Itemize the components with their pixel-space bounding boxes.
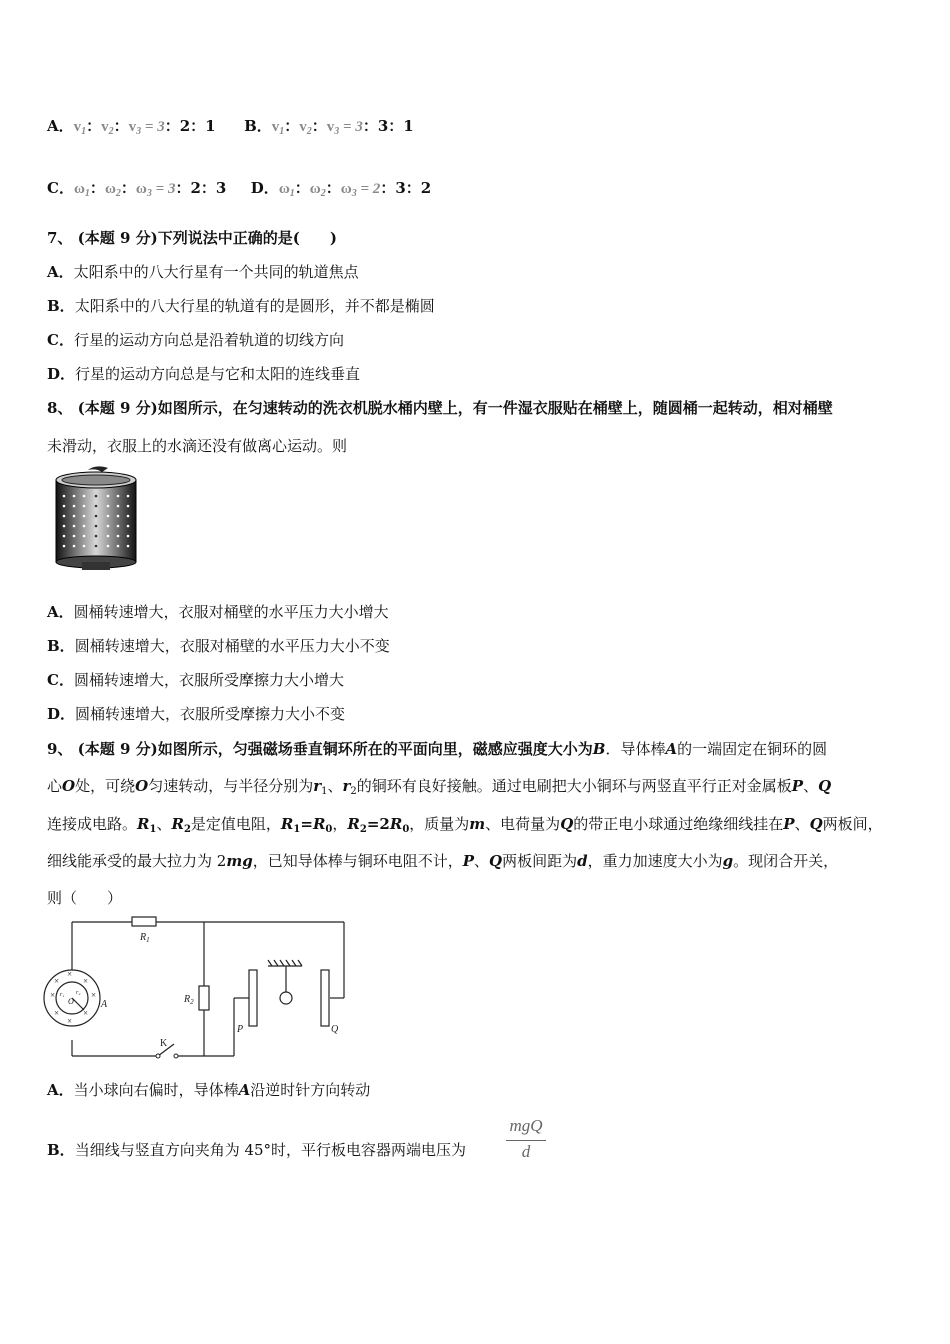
q6-option-d[interactable]	[251, 179, 431, 197]
math-sub: 1	[289, 188, 295, 199]
subscript: 1	[293, 824, 301, 835]
text: 两板间，	[822, 815, 883, 833]
option-text: 太阳系中的八大行星有一个共同的轨道焦点	[73, 263, 359, 281]
symbol: A	[665, 740, 678, 758]
math-eq: = 3	[141, 119, 165, 135]
svg-text:×: ×	[54, 1008, 60, 1018]
text: 、	[327, 777, 343, 795]
option-text: 圆桶转速增大，衣服所受摩擦力大小不变	[75, 705, 346, 723]
label-r1: r₁	[60, 992, 65, 998]
spin-dryer-drum-figure	[50, 462, 142, 574]
text: 、	[156, 815, 172, 833]
q9-stem-line3	[47, 814, 883, 840]
subscript: 2	[359, 824, 367, 835]
label-r2: r₂	[76, 990, 81, 996]
colon: ：	[311, 117, 327, 135]
text: 、电荷量为	[485, 815, 561, 833]
option-label: C．	[47, 179, 74, 197]
text: 、	[474, 852, 490, 870]
q6-options-ab	[47, 116, 414, 142]
fraction-numerator: mgQ	[509, 1116, 543, 1135]
math-sub: 3	[334, 126, 340, 137]
ratio-tail: ：2：3	[175, 179, 227, 197]
q8-option-c[interactable]	[47, 670, 344, 690]
text: 心	[47, 777, 63, 795]
ratio-tail: ：2：1	[164, 117, 216, 135]
text: 处，可绕	[75, 777, 136, 795]
q7-option-c[interactable]	[47, 330, 344, 350]
option-label: A．	[47, 603, 74, 621]
text: 、	[803, 777, 819, 795]
math-omega: ω	[340, 181, 352, 197]
option-label: B．	[244, 117, 272, 135]
text: 9、 (本题 9 分)如图所示，匀强磁场垂直铜环所在的平面向里，磁感应强度大小为	[47, 740, 593, 758]
fraction-bar	[506, 1140, 546, 1141]
option-label: B．	[47, 1141, 75, 1159]
symbol: r	[342, 777, 351, 795]
symbol: P	[783, 815, 795, 833]
label-R2: $R_2$	[184, 994, 194, 1006]
option-text: 圆桶转速增大，衣服对桶壁的水平压力大小不变	[74, 637, 390, 655]
text: ，质量为	[409, 815, 470, 833]
symbol: R	[280, 815, 294, 833]
symbol: A	[238, 1081, 251, 1099]
fraction-denominator: d	[521, 1142, 531, 1161]
q7-option-a[interactable]	[47, 262, 359, 282]
option-label: A．	[47, 263, 74, 281]
text: 两板间距为	[502, 852, 578, 870]
math-sub: 3	[146, 188, 152, 199]
q9-stem-line5: 则（ ）	[47, 889, 123, 907]
option-label: B．	[47, 637, 75, 655]
symbol: Q	[560, 815, 574, 833]
text: 连接成电路。	[47, 815, 138, 833]
option-text: 圆桶转速增大，衣服所受摩擦力大小增大	[73, 671, 344, 689]
math-sub: 2	[320, 188, 326, 199]
q8-option-b[interactable]	[47, 636, 390, 656]
option-label: C．	[47, 331, 74, 349]
option-label: A．	[47, 1081, 74, 1099]
q6-option-c[interactable]	[47, 179, 232, 197]
label-R1: $R_1$	[140, 932, 150, 944]
symbol: m	[469, 815, 486, 833]
q6-option-b[interactable]	[244, 117, 414, 135]
subscript: 0	[402, 824, 410, 835]
math-eq: = 2	[356, 181, 381, 197]
ratio-tail: ：3：1	[362, 117, 414, 135]
option-label: D．	[47, 705, 76, 723]
option-label: D．	[47, 365, 76, 383]
math-v: v	[326, 119, 335, 135]
symbol: Q	[489, 852, 503, 870]
symbol: d	[577, 852, 588, 870]
option-text: 行星的运动方向总是沿着轨道的切线方向	[73, 331, 344, 349]
math-sub: 3	[351, 188, 357, 199]
subscript: 0	[325, 824, 333, 835]
q9-option-b[interactable]	[47, 1140, 466, 1160]
svg-text:×: ×	[83, 1008, 89, 1018]
colon: ：	[89, 179, 105, 197]
math-omega: ω	[104, 181, 116, 197]
math-sub: 2	[115, 188, 121, 199]
colon: ：	[294, 179, 310, 197]
math-omega: ω	[309, 181, 321, 197]
option-label: B．	[47, 297, 75, 315]
option-label: A．	[47, 117, 74, 135]
text: 。现闭合开关，	[733, 852, 839, 870]
math-sub: 1	[279, 126, 285, 137]
text: 、	[794, 815, 810, 833]
svg-text:×: ×	[50, 990, 56, 1000]
symbol: P	[462, 852, 474, 870]
option-text: 当小球向右偏时，导体棒	[73, 1081, 239, 1099]
math-sub: 2	[108, 126, 114, 137]
q8-stem-line2: 未滑动，衣服上的水滴还没有做离心运动。则	[47, 437, 348, 455]
math-v: v	[299, 119, 307, 135]
math-omega: ω	[135, 181, 147, 197]
colon: ：	[113, 117, 129, 135]
math-v: v	[73, 119, 82, 135]
colon: ：	[325, 179, 341, 197]
q9-option-a[interactable]	[47, 1080, 370, 1100]
symbol: O	[135, 777, 149, 795]
q7-option-b[interactable]	[47, 296, 435, 316]
symbol: Q	[818, 777, 832, 795]
circuit-figure	[40, 914, 352, 1064]
q8-stem-line1	[47, 398, 833, 418]
option-text: 圆桶转速增大，衣服对桶壁的水平压力大小增大	[73, 603, 389, 621]
symbol: R	[137, 815, 150, 833]
text: =2	[366, 815, 390, 833]
text: 是定值电阻，	[190, 815, 281, 833]
colon: ：	[120, 179, 136, 197]
text: ，重力加速度大小为	[587, 852, 723, 870]
label-A: A	[101, 999, 108, 1010]
label-P: P	[237, 1024, 244, 1035]
symbol: r	[313, 777, 322, 795]
math-eq: = 3	[339, 119, 363, 135]
text: 的带正电小球通过绝缘细线挂在	[573, 815, 784, 833]
label-K: K	[160, 1038, 168, 1049]
svg-text:×: ×	[83, 976, 89, 986]
q6-option-a[interactable]	[47, 117, 221, 135]
symbol: R	[347, 815, 360, 833]
text: ，	[332, 815, 348, 833]
math-v: v	[101, 119, 109, 135]
math-sub: 2	[306, 126, 312, 137]
subscript: 1	[149, 824, 157, 835]
symbol: R	[171, 815, 184, 833]
q7-option-d[interactable]	[47, 364, 360, 384]
symbol: R	[312, 815, 326, 833]
q9-stem-line4	[47, 851, 838, 871]
text: 的铜环有良好接触。通过电刷把大小铜环与两竖直平行正对金属板	[356, 777, 792, 795]
symbol: g	[722, 852, 734, 870]
q6-options-cd	[47, 178, 431, 204]
label-Q: Q	[331, 1024, 339, 1035]
colon: ：	[86, 117, 102, 135]
ratio-tail: ：3：2	[380, 179, 432, 197]
math-omega: ω	[73, 181, 85, 197]
math-v: v	[271, 119, 280, 135]
math-sub: 1	[81, 126, 87, 137]
q7-stem: 7、 (本题 9 分)下列说法中正确的是( )	[47, 229, 337, 247]
q9-stem-line1	[47, 739, 827, 759]
option-label: C．	[47, 671, 74, 689]
subscript: 2	[350, 786, 357, 797]
text: ．导体棒	[605, 740, 666, 758]
q8-option-a[interactable]	[47, 602, 389, 622]
q8-stem-text: 8、 (本题 9 分)如图所示，在匀速转动的洗衣机脱水桶内壁上，有一件湿衣服贴在桶壁上，随圆桶一起转动，相对桶壁	[47, 399, 833, 417]
svg-text:×: ×	[67, 969, 73, 979]
math-sub: 3	[136, 126, 142, 137]
math-omega: ω	[278, 181, 290, 197]
option-label: D．	[250, 179, 279, 197]
symbol: O	[62, 777, 76, 795]
math-v: v	[128, 119, 137, 135]
math-eq: = 3	[151, 181, 176, 197]
svg-text:×: ×	[54, 976, 60, 986]
symbol: mg	[226, 852, 253, 870]
svg-text:×: ×	[67, 1016, 73, 1026]
svg-text:×: ×	[91, 990, 97, 1000]
text: 匀速转动，与半径分别为	[148, 777, 314, 795]
text: ，已知导体棒与铜环电阻不计，	[252, 852, 463, 870]
symbol: Q	[809, 815, 823, 833]
option-text: 行星的运动方向总是与它和太阳的连线垂直	[75, 365, 361, 383]
text: 细线能承受的最大拉力为 2	[47, 852, 227, 870]
math-sub: 1	[84, 188, 90, 199]
option-text: 沿逆时针方向转动	[250, 1081, 371, 1099]
symbol: P	[791, 777, 804, 795]
fraction-mgQ-over-d	[504, 1116, 548, 1164]
q8-option-d[interactable]	[47, 704, 345, 724]
symbol: B	[592, 740, 606, 758]
symbol: R	[389, 815, 403, 833]
label-O: O	[68, 997, 74, 1006]
q9-stem-line2	[47, 776, 831, 802]
option-text: 太阳系中的八大行星的轨道有的是圆形，并不都是椭圆	[74, 297, 435, 315]
subscript: 2	[183, 824, 191, 835]
text: =	[300, 815, 313, 833]
text: 的一端固定在铜环的圆	[677, 740, 828, 758]
subscript: 1	[321, 786, 328, 797]
colon: ：	[284, 117, 300, 135]
option-text: 当细线与竖直方向夹角为 45°时，平行板电容器两端电压为	[74, 1141, 467, 1159]
